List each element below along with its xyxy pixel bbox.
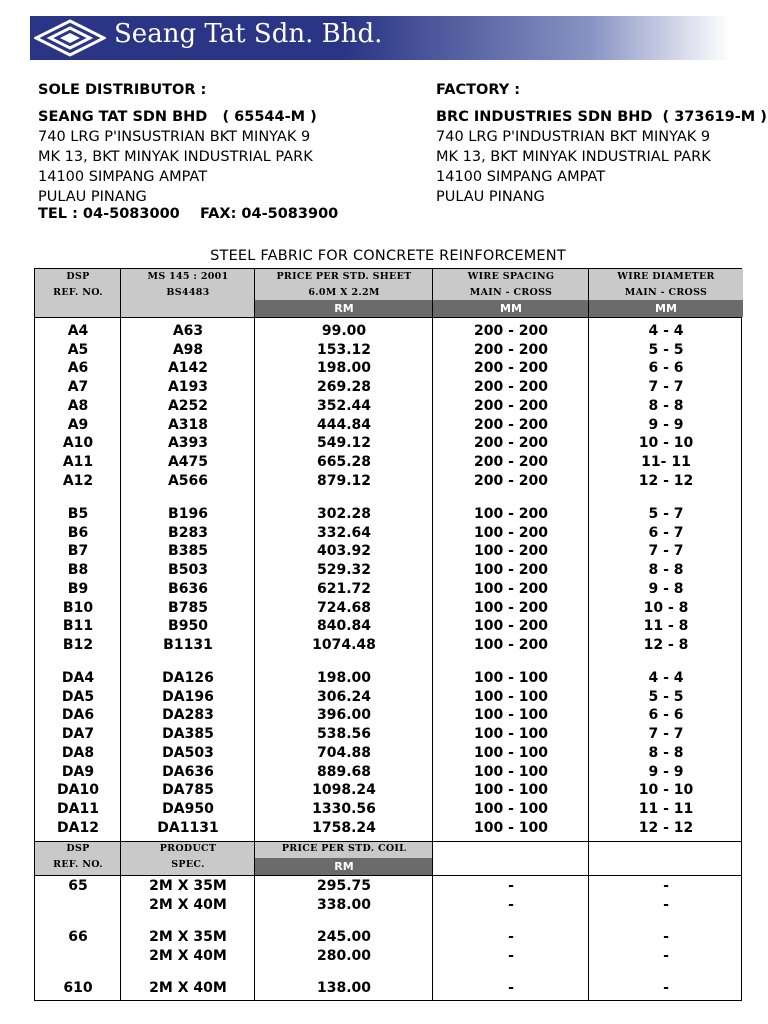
- table-cell: 1074.48: [312, 636, 376, 653]
- table-cell: B636: [168, 580, 208, 597]
- table-row: [35, 341, 743, 360]
- table-cell: 100 - 100: [473, 670, 548, 686]
- table-cell: -: [663, 980, 669, 996]
- table-cell: A393: [167, 435, 209, 452]
- table-title: STEEL FABRIC FOR CONCRETE REINFORCEMENT: [210, 248, 566, 264]
- table-cell: DA5: [61, 688, 95, 705]
- table-cell: 4 - 4: [648, 670, 684, 686]
- table-cell: A63: [172, 323, 204, 339]
- table-cell: 889.68: [316, 763, 372, 780]
- table-cell: DA196: [162, 688, 214, 705]
- table-cell: 280.00: [316, 948, 372, 964]
- table-cell: 2M X 35M: [149, 878, 227, 894]
- table-cell: 8 - 8: [648, 397, 684, 414]
- table-cell: B950: [168, 618, 208, 635]
- table-cell: 100 - 200: [473, 506, 548, 522]
- table-cell: 5 - 7: [648, 506, 684, 522]
- table-cell: 11 - 8: [643, 618, 689, 635]
- table-cell: A4: [67, 323, 89, 339]
- table-cell: 7 - 7: [648, 726, 684, 743]
- table-row: [35, 322, 743, 341]
- header-ms-bs: MS 145 : 2001 BS4483: [147, 271, 229, 298]
- table-cell: 10 - 10: [638, 435, 694, 452]
- table-cell: -: [508, 948, 514, 964]
- factory-address-line: 740 LRG P'INDUSTRIAN BKT MINYAK 9: [436, 129, 711, 145]
- table-cell: DA385: [162, 726, 214, 743]
- table-cell: DA636: [162, 763, 214, 780]
- table-cell: 306.24: [316, 688, 372, 705]
- table-cell: 100 - 100: [473, 726, 548, 743]
- table-cell: DA6: [61, 707, 95, 724]
- table-row: [35, 725, 743, 744]
- table-cell: A12: [62, 472, 94, 489]
- table-cell: B9: [67, 580, 89, 597]
- table-cell: 6 - 7: [648, 524, 684, 541]
- table-cell: 100 - 200: [473, 524, 548, 541]
- table-cell: 8 - 8: [648, 562, 684, 579]
- table-row: [35, 617, 743, 636]
- factory-address-line: 14100 SIMPANG AMPAT: [436, 169, 606, 185]
- table-cell: B7: [67, 543, 89, 560]
- table-cell: DA9: [61, 763, 95, 780]
- table-row: [35, 781, 743, 800]
- table-cell: DA12: [57, 819, 99, 836]
- table-cell: B12: [62, 636, 94, 653]
- table-cell: DA8: [61, 744, 95, 761]
- table-cell: 5 - 5: [648, 688, 684, 705]
- distributor-address-line: PULAU PINANG: [38, 189, 147, 205]
- table-cell: -: [508, 878, 514, 894]
- distributor-address-line: 14100 SIMPANG AMPAT: [38, 169, 208, 185]
- table-cell: B6: [67, 524, 89, 541]
- table-cell: 100 - 200: [473, 580, 548, 597]
- table-cell: 12 - 8: [643, 636, 689, 653]
- table-row: [35, 524, 743, 543]
- table-row: [35, 472, 743, 491]
- table-cell: 7 - 7: [648, 379, 684, 396]
- coil-row: [35, 896, 743, 915]
- table-cell: 724.68: [316, 599, 372, 616]
- table-cell: 66: [68, 929, 88, 945]
- coil-header-product-spec: PRODUCT SPEC.: [159, 843, 217, 870]
- table-cell: A7: [67, 379, 89, 396]
- table-cell: DA7: [61, 726, 95, 743]
- table-cell: 153.12: [316, 341, 372, 358]
- table-cell: B10: [62, 599, 94, 616]
- table-cell: A142: [167, 360, 209, 377]
- table-cell: 7 - 7: [648, 543, 684, 560]
- company-logo-icon: [34, 19, 106, 57]
- table-cell: 8 - 8: [648, 744, 684, 761]
- table-cell: 9 - 9: [648, 763, 684, 780]
- table-cell: A475: [167, 453, 209, 470]
- table-row: [35, 397, 743, 416]
- table-cell: 138.00: [316, 980, 372, 996]
- table-cell: 200 - 200: [473, 397, 548, 414]
- distributor-name: SEANG TAT SDN BHD ( 65544-M ): [38, 109, 317, 125]
- table-cell: A98: [172, 341, 204, 358]
- table-cell: 200 - 200: [473, 341, 548, 358]
- table-cell: 1098.24: [312, 782, 376, 799]
- table-cell: B8: [67, 562, 89, 579]
- table-cell: -: [663, 878, 669, 894]
- table-cell: DA4: [61, 670, 95, 686]
- table-cell: -: [508, 897, 514, 913]
- coil-row: [35, 877, 743, 896]
- table-cell: 879.12: [316, 472, 372, 489]
- distributor-address-line: MK 13, BKT MINYAK INDUSTRIAL PARK: [38, 149, 313, 165]
- table-cell: 99.00: [321, 323, 367, 339]
- header-wire-spacing: WIRE SPACING MAIN - CROSS: [467, 271, 555, 298]
- table-row: [35, 453, 743, 472]
- table-row: [35, 763, 743, 782]
- table-cell: B283: [168, 524, 208, 541]
- table-cell: 11 - 11: [638, 800, 694, 817]
- table-cell: 1758.24: [312, 819, 376, 836]
- table-cell: B1131: [163, 636, 213, 653]
- table-row: [35, 744, 743, 763]
- table-cell: A193: [167, 379, 209, 396]
- table-cell: 4 - 4: [648, 323, 684, 339]
- table-cell: A5: [67, 341, 89, 358]
- table-cell: A9: [67, 416, 89, 433]
- distributor-heading: SOLE DISTRIBUTOR :: [38, 82, 207, 98]
- unit-mm: MM: [655, 302, 677, 315]
- table-row: [35, 636, 743, 655]
- company-name: Seang Tat Sdn. Bhd.: [114, 19, 383, 49]
- table-cell: 10 - 10: [638, 782, 694, 799]
- table-cell: 704.88: [316, 744, 372, 761]
- table-cell: 403.92: [316, 543, 372, 560]
- table-cell: 245.00: [316, 929, 372, 945]
- table-cell: 665.28: [316, 453, 372, 470]
- table-cell: DA503: [162, 744, 214, 761]
- table-cell: 840.84: [316, 618, 372, 635]
- table-cell: B196: [168, 506, 208, 522]
- table-cell: 12 - 12: [638, 819, 694, 836]
- table-cell: DA785: [162, 782, 214, 799]
- factory-block: [436, 80, 767, 207]
- table-cell: 10 - 8: [643, 599, 689, 616]
- table-cell: 2M X 40M: [149, 980, 227, 996]
- table-cell: A10: [62, 435, 94, 452]
- header-price-sheet: PRICE PER STD. SHEET 6.0M X 2.2M: [276, 271, 412, 298]
- table-cell: B11: [62, 618, 94, 635]
- header-wire-diameter: WIRE DIAMETER MAIN - CROSS: [617, 271, 715, 298]
- factory-address-line: PULAU PINANG: [436, 189, 545, 205]
- table-cell: 529.32: [316, 562, 372, 579]
- table-cell: DA126: [162, 670, 214, 686]
- table-cell: 295.75: [316, 878, 372, 894]
- unit-rm: RM: [334, 302, 354, 315]
- table-cell: 5 - 5: [648, 341, 684, 358]
- table-cell: 332.64: [316, 524, 372, 541]
- coil-row: [35, 947, 743, 966]
- table-cell: 269.28: [316, 379, 372, 396]
- price-table: [34, 268, 742, 1001]
- table-cell: 100 - 200: [473, 618, 548, 635]
- header-dsp-ref: DSP REF. NO.: [53, 271, 103, 298]
- table-cell: 200 - 200: [473, 416, 548, 433]
- table-cell: 100 - 100: [473, 782, 548, 799]
- table-cell: 200 - 200: [473, 323, 548, 339]
- coil-row: [35, 928, 743, 947]
- table-cell: A8: [67, 397, 89, 414]
- factory-name: BRC INDUSTRIES SDN BHD ( 373619-M ): [436, 109, 767, 125]
- table-row: [35, 416, 743, 435]
- table-cell: A11: [62, 453, 94, 470]
- table-cell: 11- 11: [641, 453, 691, 470]
- factory-heading: FACTORY :: [436, 82, 521, 98]
- table-cell: 65: [68, 878, 88, 894]
- table-cell: 100 - 100: [473, 744, 548, 761]
- table-row: [35, 580, 743, 599]
- company-banner: [30, 16, 730, 60]
- table-row: [35, 706, 743, 725]
- table-cell: 100 - 100: [473, 819, 548, 836]
- table-cell: 6 - 6: [648, 360, 684, 377]
- table-cell: DA11: [57, 800, 99, 817]
- sole-distributor-block: [38, 80, 317, 207]
- table-row: [35, 800, 743, 819]
- factory-address-line: MK 13, BKT MINYAK INDUSTRIAL PARK: [436, 149, 711, 165]
- table-cell: 302.28: [316, 506, 372, 522]
- table-cell: 200 - 200: [473, 435, 548, 452]
- table-cell: 538.56: [316, 726, 372, 743]
- table-cell: DA1131: [157, 819, 219, 836]
- table-cell: 9 - 9: [648, 416, 684, 433]
- table-cell: 100 - 100: [473, 707, 548, 724]
- table-cell: 610: [63, 980, 93, 996]
- coil-header-price: PRICE PER STD. COIL: [281, 843, 407, 854]
- table-cell: 444.84: [316, 416, 372, 433]
- table-row: [35, 669, 743, 688]
- unit-mm: MM: [500, 302, 522, 315]
- table-cell: -: [663, 897, 669, 913]
- table-cell: B385: [168, 543, 208, 560]
- table-row: [35, 378, 743, 397]
- distributor-contact: TEL : 04-5083000 FAX: 04-5083900: [38, 206, 339, 222]
- table-cell: 100 - 100: [473, 763, 548, 780]
- table-cell: A566: [167, 472, 209, 489]
- table-cell: DA283: [162, 707, 214, 724]
- table-cell: B785: [168, 599, 208, 616]
- table-cell: 9 - 8: [648, 580, 684, 597]
- table-cell: 100 - 100: [473, 688, 548, 705]
- table-cell: 2M X 40M: [149, 948, 227, 964]
- table-cell: -: [663, 948, 669, 964]
- table-cell: DA950: [162, 800, 214, 817]
- table-cell: 100 - 200: [473, 599, 548, 616]
- distributor-address-line: 740 LRG P'INSUSTRIAN BKT MINYAK 9: [38, 129, 311, 145]
- table-row: [35, 688, 743, 707]
- table-row: [35, 599, 743, 618]
- table-cell: DA10: [57, 782, 99, 799]
- table-cell: 12 - 12: [638, 472, 694, 489]
- table-cell: 396.00: [316, 707, 372, 724]
- table-cell: 198.00: [316, 670, 372, 686]
- table-cell: 621.72: [316, 580, 372, 597]
- table-cell: -: [508, 980, 514, 996]
- table-row: [35, 561, 743, 580]
- table-cell: B5: [67, 506, 89, 522]
- table-cell: 549.12: [316, 435, 372, 452]
- coil-row: [35, 979, 743, 998]
- table-cell: 6 - 6: [648, 707, 684, 724]
- table-cell: -: [663, 929, 669, 945]
- table-cell: 2M X 35M: [149, 929, 227, 945]
- table-cell: 2M X 40M: [149, 897, 227, 913]
- table-row: [35, 505, 743, 524]
- table-cell: 200 - 200: [473, 360, 548, 377]
- table-cell: 198.00: [316, 360, 372, 377]
- table-cell: 200 - 200: [473, 379, 548, 396]
- coil-header-dsp-ref: DSP REF. NO.: [53, 843, 103, 870]
- table-cell: 200 - 200: [473, 453, 548, 470]
- table-row: [35, 359, 743, 378]
- table-cell: 100 - 200: [473, 543, 548, 560]
- table-row: [35, 819, 743, 838]
- table-cell: 100 - 100: [473, 800, 548, 817]
- table-cell: 200 - 200: [473, 472, 548, 489]
- table-cell: A6: [67, 360, 89, 377]
- table-cell: 352.44: [316, 397, 372, 414]
- table-row: [35, 434, 743, 453]
- table-cell: A318: [167, 416, 209, 433]
- table-row: [35, 542, 743, 561]
- table-cell: 100 - 200: [473, 636, 548, 653]
- table-cell: 100 - 200: [473, 562, 548, 579]
- table-cell: 338.00: [316, 897, 372, 913]
- table-cell: B503: [168, 562, 208, 579]
- coil-unit-rm: RM: [334, 860, 354, 873]
- table-cell: A252: [167, 397, 209, 414]
- table-cell: 1330.56: [312, 800, 376, 817]
- table-cell: -: [508, 929, 514, 945]
